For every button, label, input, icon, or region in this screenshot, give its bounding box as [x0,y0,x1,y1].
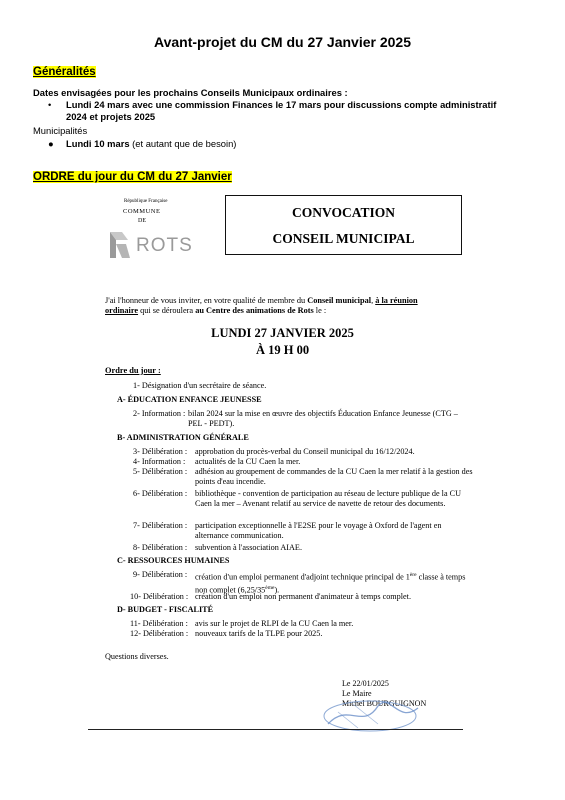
dates-intro-text: Dates envisagées pour les prochains Conseils Municipaux ordinaires : [33,87,348,98]
agenda-item-9-sup2: ème [265,584,275,591]
agenda-item-9-text-a: création d'un emploi permanent d'adjoint technique principal de 1 [195,572,410,582]
questions-diverses: Questions diverses. [105,652,169,661]
agenda-item-7-text: participation exceptionnelle à l'E2SE pour le voyage à Oxford de l'agent en alternance communication. [195,521,442,540]
rots-logo [106,228,196,264]
agenda-item-2-text: bilan 2024 sur la mise en œuvre des objectifs Éducation Enfance Jeunesse (CTG – PEL - PEDT). [188,409,458,428]
agenda-item-7-label: 7- Délibération : [133,521,188,530]
agenda-item-9-text-b: classe à temps non complet (6,25/35 [195,572,466,595]
bullet-2-rest: (et autant que de besoin) [129,138,237,149]
invitation-reunion: à la réunion [375,296,418,305]
agenda-item-12-label: 12- Délibération : [130,629,189,638]
agenda-item-5-text: adhésion au groupement de commandes de la CU Caen la mer relatif à la gestion des points d'eau incendie. [195,467,473,486]
agenda-item-9-text-c: ). [274,585,280,595]
de-label: DE [138,218,146,224]
section-b-heading: B- ADMINISTRATION GÉNÉRALE [117,433,249,442]
agenda-item-2 [133,409,483,429]
convocation-title: CONVOCATION [292,205,395,220]
agenda-item-9-label: 9- Délibération : [133,570,188,579]
invitation-conseil: Conseil municipal [307,296,372,305]
invitation-line-2 [105,306,326,315]
meeting-date: LUNDI 27 JANVIER 2025 [211,326,354,340]
agenda-item-1: 1- Désignation d'un secrétaire de séance. [133,381,267,390]
section-a-heading: A- ÉDUCATION ENFANCE JEUNESSE [117,395,262,404]
agenda-item-10-label: 10- Délibération : [130,592,189,601]
invitation-text-3: le : [313,306,327,315]
section-d-heading: D- BUDGET - FISCALITÉ [117,605,214,614]
invitation-text-2: qui se déroulera [138,306,196,315]
agenda-item-4-label: 4- Information : [133,457,186,466]
agenda-item-5-label: 5- Délibération : [133,467,188,476]
page-title: Avant-projet du CM du 27 Janvier 2025 [154,34,411,50]
bullet-2-marker: ● [48,138,54,149]
dates-intro [33,87,348,98]
signature-date: Le 22/01/2025 [342,679,389,688]
invitation-ordinaire: ordinaire [105,306,139,315]
invitation-sep: , [371,296,376,305]
convocation-box [225,195,462,255]
section-c-heading: C- RESSOURCES HUMAINES [117,556,230,565]
bullet-1-marker: • [48,99,52,110]
bullet-2-bold: Lundi 10 mars [66,138,130,149]
agenda-item-11-text: avis sur le projet de RLPI de la CU Caen la mer. [195,619,354,628]
invitation-centre: au Centre des animations de Rots [195,306,314,315]
generalites-heading: Généralités [33,66,96,78]
municipalites-label: Municipalités [33,125,88,136]
signature-role: Le Maire [342,689,372,698]
agenda-item-6-text: bibliothèque - convention de participation au réseau de lecture publique de la CU Caen la mer – Avenant relatif au service de navette de retour des documents. [195,489,462,508]
bullet-1-line2: 2024 et projets 2025 [66,111,156,122]
conseil-municipal-title: CONSEIL MUNICIPAL [272,231,415,246]
agenda-item-2-label: 2- Information : [133,409,186,418]
agenda-item-5 [133,467,477,487]
agenda-item-12 [130,629,477,639]
commune-label: COMMUNE [123,208,161,215]
agenda-item-4 [133,457,475,467]
signature-stamp-icon [318,694,428,734]
agenda-item-3-text: approbation du procès-verbal du Conseil municipal du 16/12/2024. [195,447,415,456]
republique-label: République Française [124,199,168,204]
agenda-item-6 [133,489,477,509]
bullet-1-line1: Lundi 24 mars avec une commission Finances le 17 mars pour discussions compte administratif [66,99,497,110]
agenda-item-11 [130,619,477,629]
agenda-item-10 [130,592,477,602]
agenda-item-9-sup1: ère [409,572,417,578]
agenda-item-10-text: création d'un emploi non permanent d'animateur à temps complet. [195,592,411,601]
agenda-item-3-label: 3- Délibération : [133,447,188,456]
agenda-item-8-label: 8- Délibération : [133,543,188,552]
agenda-item-8-text: subvention à l'association AIAE. [195,543,302,552]
agenda-item-3 [133,447,475,457]
rots-logo-text: ROTS [136,235,193,256]
agenda-item-8 [133,543,477,553]
rots-logo-icon [106,228,136,262]
agenda-item-6-label: 6- Délibération : [133,489,188,498]
bullet-2 [66,138,236,149]
invitation-text-1: J'ai l'honneur de vous inviter, en votre qualité de membre du [105,296,308,305]
agenda-item-12-text: nouveaux tarifs de la TLPE pour 2025. [195,629,323,638]
signature-name: Michel BOURGUIGNON [342,699,427,708]
agenda-item-4-text: actualités de la CU Caen la mer. [195,457,301,466]
ordre-du-jour-label: Ordre du jour : [105,366,161,375]
meeting-time: À 19 H 00 [255,343,310,357]
ordre-heading: ORDRE du jour du CM du 27 Janvier [33,171,232,183]
bottom-rule [88,729,463,730]
invitation-line-1 [105,296,418,305]
agenda-item-11-label: 11- Délibération : [130,619,188,628]
agenda-item-7 [133,521,477,541]
